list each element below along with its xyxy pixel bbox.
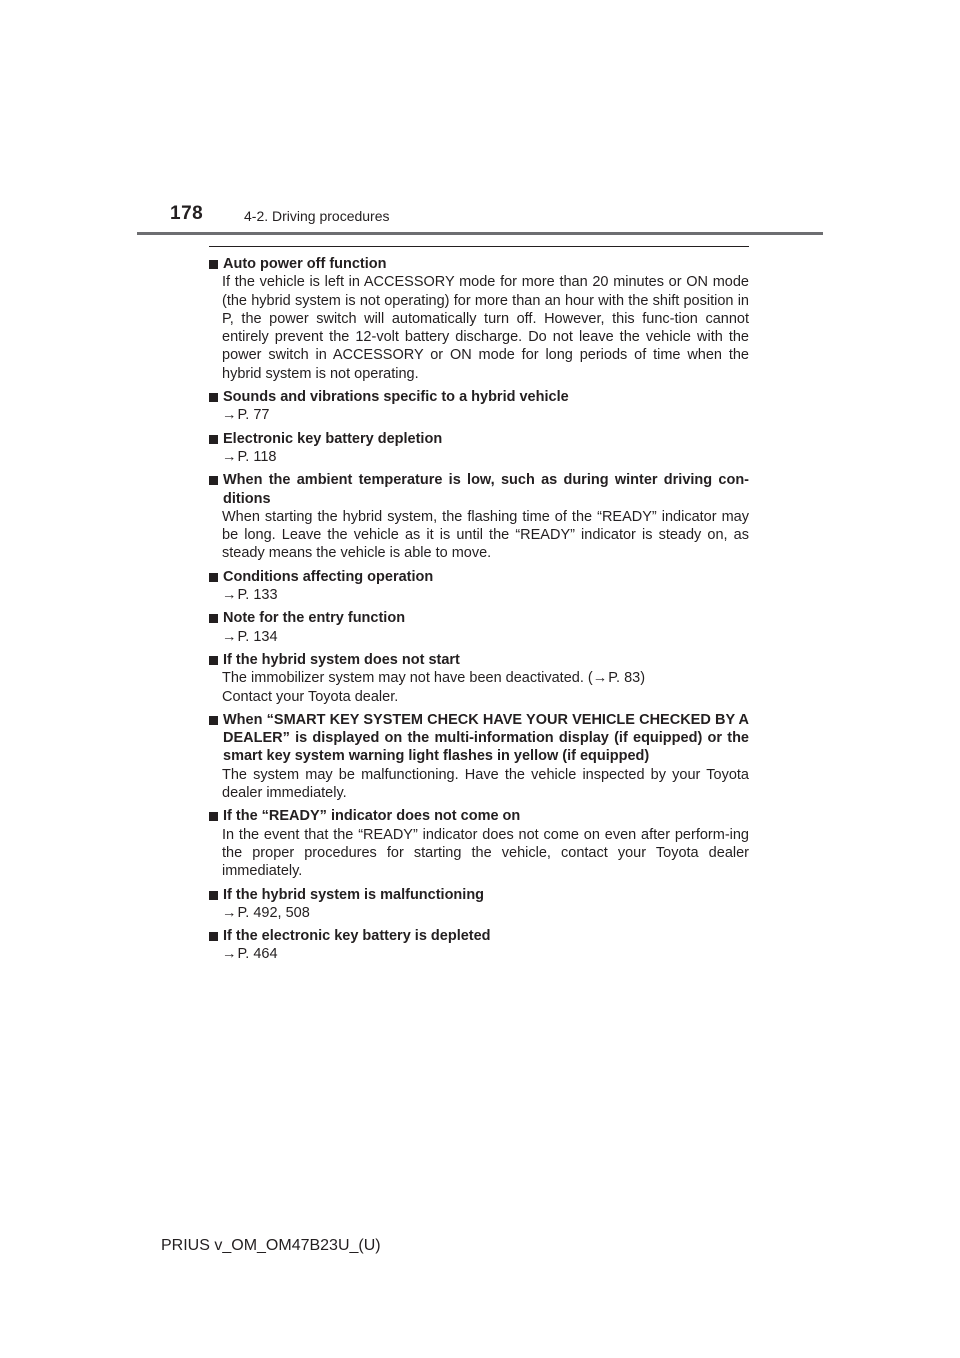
item-title: Sounds and vibrations specific to a hybrid vehicle [209, 388, 749, 406]
item-sounds-vibrations [209, 388, 749, 425]
square-bullet-icon [209, 573, 218, 582]
square-bullet-icon [209, 393, 218, 402]
item-key-battery-depletion [209, 430, 749, 467]
arrow-icon: → [222, 628, 237, 645]
square-bullet-icon [209, 812, 218, 821]
item-entry-function-note [209, 609, 749, 646]
header-rule [137, 232, 823, 235]
square-bullet-icon [209, 716, 218, 725]
item-hybrid-not-start [209, 651, 749, 706]
item-body: The system may be malfunctioning. Have the vehicle inspected by your Toyota dealer immediately. [222, 766, 749, 802]
page-reference[interactable]: →P. 134 [222, 628, 278, 645]
arrow-icon: → [222, 448, 237, 465]
content [209, 255, 749, 969]
square-bullet-icon [209, 932, 218, 941]
arrow-icon: → [222, 946, 237, 963]
square-bullet-icon [209, 476, 218, 485]
item-conditions-affecting-operation [209, 568, 749, 605]
page-number: 178 [170, 203, 204, 224]
item-smart-key-check [209, 711, 749, 802]
page-reference[interactable]: →P. 133 [222, 587, 278, 604]
page-reference[interactable]: →P. 77 [222, 407, 270, 424]
item-title: Auto power off function [209, 255, 749, 273]
item-title: When the ambient temperature is low, such as during winter driving con-ditions [209, 471, 749, 508]
section-title: 4-2. Driving procedures [244, 208, 390, 224]
page-reference[interactable]: →P. 464 [222, 946, 278, 963]
manual-code: PRIUS v_OM_OM47B23U_(U) [161, 1237, 381, 1254]
arrow-icon: → [222, 904, 237, 921]
item-title: Conditions affecting operation [209, 568, 749, 586]
item-title: If the hybrid system is malfunctioning [209, 886, 749, 904]
item-body: The immobilizer system may not have been deactivated. (→P. 83) [222, 670, 646, 687]
item-title: If the electronic key battery is depleted [209, 927, 749, 945]
item-title: When “SMART KEY SYSTEM CHECK HAVE YOUR VEHICLE CHECKED BY A DEALER” is displayed on the multi-information display (if equipped) or the smart key system warning light flashes in yellow (if equipped) [209, 711, 749, 766]
square-bullet-icon [209, 656, 218, 665]
item-body: When starting the hybrid system, the flashing time of the “READY” indicator may be long. Leave the vehicle as it is until the “READY” indicator is steady on, as steady means the vehicle is able to move. [222, 508, 749, 562]
arrow-icon: → [592, 670, 608, 687]
square-bullet-icon [209, 891, 218, 900]
square-bullet-icon [209, 260, 218, 269]
item-title: Electronic key battery depletion [209, 430, 749, 448]
page-reference[interactable]: →P. 492, 508 [222, 904, 310, 921]
item-hybrid-malfunction [209, 886, 749, 923]
item-body: Contact your Toyota dealer. [222, 688, 399, 705]
square-bullet-icon [209, 614, 218, 623]
item-body: If the vehicle is left in ACCESSORY mode for more than 20 minutes or ON mode (the hybrid system is not operating) for more than an hour with the shift position in P, the power switch will automatically turn off. However, this func-tion cannot entirely prevent the 12-volt battery discharge. Do not leave the vehicle with the power switch in ACCESSORY or ON mode for long periods of time when the hybrid system is not operating. [222, 274, 749, 382]
item-title: If the hybrid system does not start [209, 651, 749, 669]
arrow-icon: → [222, 407, 237, 424]
item-title: If the “READY” indicator does not come on [209, 807, 749, 825]
arrow-icon: → [222, 587, 237, 604]
item-title: Note for the entry function [209, 609, 749, 627]
page-reference[interactable]: →P. 83 [592, 670, 641, 687]
item-ready-indicator [209, 807, 749, 880]
content-rule [209, 246, 749, 247]
page-reference[interactable]: →P. 118 [222, 448, 277, 465]
item-key-battery-depleted [209, 927, 749, 964]
item-body: In the event that the “READY” indicator does not come on even after perform-ing the proper procedures for starting the vehicle, contact your Toyota dealer immediately. [222, 826, 749, 880]
square-bullet-icon [209, 435, 218, 444]
item-auto-power-off [209, 255, 749, 383]
item-low-temperature [209, 471, 749, 562]
